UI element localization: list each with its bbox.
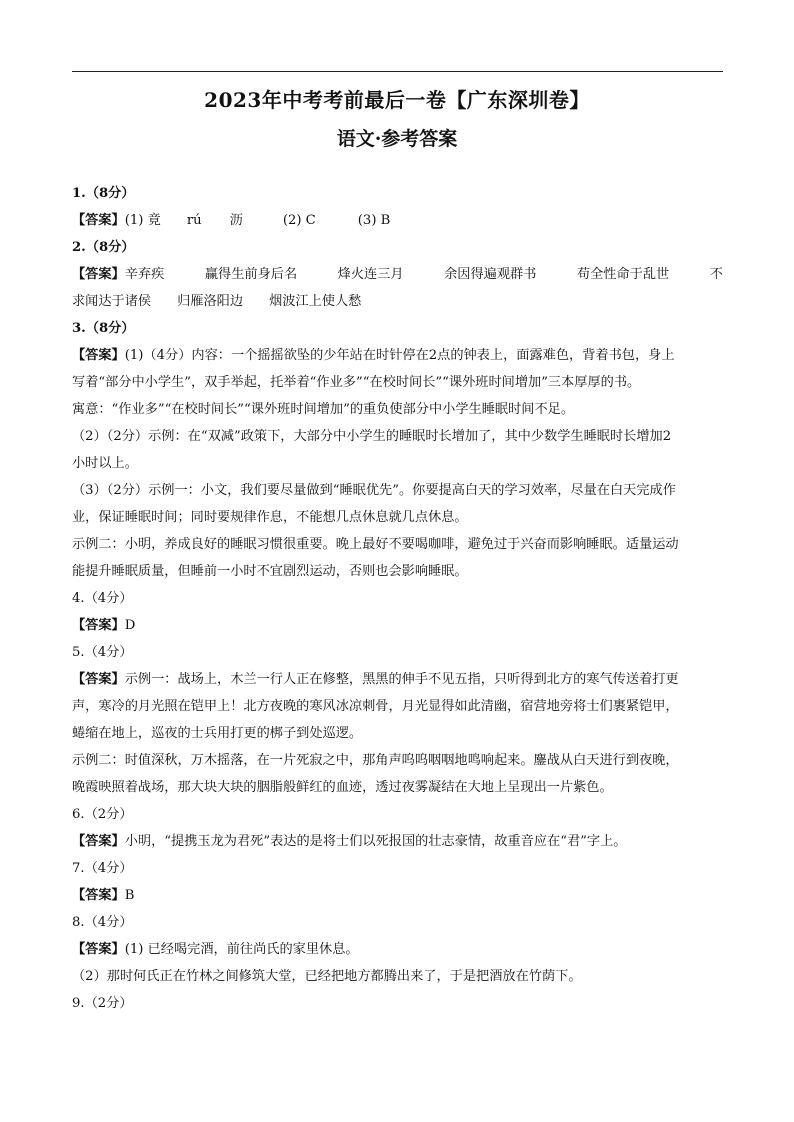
q1-part1: (1) 竟 [124,213,161,228]
answer-label: 【答案】 [72,213,125,228]
q2-answer-line1 [72,261,723,288]
q3-line: 示例二：小明，养成良好的睡眠习惯很重要。晚上最好不要喝咖啡，避免过于兴奋而影响睡眠。适量运动 [72,537,679,552]
q5-text: 示例一：战场上，木兰一行人正在修整，黑黑的伸手不见五指，只听得到北方的寒气传送着打更 [124,672,679,687]
page-subtitle: 语文·参考答案 [336,128,458,150]
q3-line: 小时以上。 [72,456,138,471]
q1-answer [72,207,723,234]
q2-item: 余因得遍观群书 [444,267,537,282]
answer-label: 【答案】 [72,834,125,849]
q5-line: 晚霞映照着战场，那大块大块的胭脂般鲜红的血迹，透过夜雾凝结在大地上呈现出一片紫色。 [72,780,613,795]
q5-line: 声，寒冷的月光照在铠甲上！北方夜晚的寒风冰凉刺骨，月光显得如此清幽，宿营地旁将士们裹紧铠甲， [72,699,679,714]
q2-item: 求闻达于诸侯 [72,294,152,309]
q7-answer-value: B [124,888,135,903]
q2-item: 烟波江上使人愁 [269,294,362,309]
q7-heading: 7.（4分） [72,861,133,876]
q8-text: (1) 已经喝完酒，前往尚氏的家里休息。 [124,942,359,957]
answer-label: 【答案】 [72,672,125,687]
q2-item: 归雁洛阳边 [177,294,244,309]
q5-line: 示例二：时值深秋，万木摇落，在一片死寂之中，那角声呜呜咽咽地鸣响起来。鏖战从白天进行到夜晚， [72,753,679,768]
answer-content [72,180,723,1017]
q4-answer-value: D [124,618,136,633]
q1-char: 沥 [229,213,243,228]
q5-line [72,666,723,693]
q9-heading: 9.（2分） [72,996,133,1011]
q4-heading: 4.（4分） [72,591,133,606]
q1-part2: (2) C [282,213,316,228]
q3-line: 业，保证睡眠时间；同时要规律作息，不能想几点休息就几点休息。 [72,510,468,525]
answer-label: 【答案】 [72,942,125,957]
q3-line: 寓意：“作业多”“在校时间长”“课外班时间增加”的重负使部分中小学生睡眠时间不足。 [72,402,575,417]
q7-answer [72,882,723,909]
q6-answer [72,828,723,855]
answer-label: 【答案】 [72,348,125,363]
q3-line: （2）（2分）示例：在“双减”政策下，大部分中小学生的睡眠时长增加了，其中少数学生睡眠时长增加2 [72,429,672,444]
q2-item: 烽火连三月 [337,267,404,282]
answer-label: 【答案】 [72,267,125,282]
q3-text: (1)（4分）内容：一个摇摇欲坠的少年站在时针停在2点的钟表上，面露难色，背着书包，身上 [124,348,675,363]
q1-heading: 1.（8分） [72,186,135,201]
q5-heading: 5.（4分） [72,645,133,660]
q2-heading: 2.（8分） [72,240,135,255]
answer-label: 【答案】 [72,888,125,903]
q1-part3: (3) B [357,213,391,228]
top-rule [72,71,723,72]
answer-label: 【答案】 [72,618,125,633]
q3-line: 能提升睡眠质量，但睡前一小时不宜剧烈运动，否则也会影响睡眠。 [72,564,468,579]
q6-heading: 6.（2分） [72,807,133,822]
q5-line: 蜷缩在地上，巡夜的士兵用打更的梆子到处巡逻。 [72,726,363,741]
q2-item: 苟全性命于乱世 [576,267,670,282]
q8-line: （2）那时何氏正在竹林之间修筑大堂，已经把地方都腾出来了，于是把酒放在竹荫下。 [72,969,582,984]
q2-answer-line2 [72,288,723,315]
q4-answer [72,612,723,639]
q2-item: 辛弃疾 [124,267,165,282]
q3-line: （3）（2分）示例一：小文，我们要尽量做到“睡眠优先”。你要提高白天的学习效率，尽量在白天完成作 [72,483,676,498]
q8-heading: 8.（4分） [72,915,133,930]
page-title: 2023年中考考前最后一卷【广东深圳卷】 [204,88,590,112]
q8-line [72,936,723,963]
q3-line [72,342,723,369]
q2-item: 赢得生前身后名 [204,267,298,282]
q2-item: 不 [709,267,723,282]
q3-line: 写着“部分中小学生”，双手举起，托举着“作业多”“在校时间长”“课外班时间增加”三本厚厚的书。 [72,375,641,390]
q1-pinyin: rú [186,213,202,228]
q3-heading: 3.（8分） [72,321,135,336]
q6-answer-value: 小明，“提携玉龙为君死”表达的是将士们以死报国的壮志豪情，故重音应在“君”字上。 [124,834,627,849]
